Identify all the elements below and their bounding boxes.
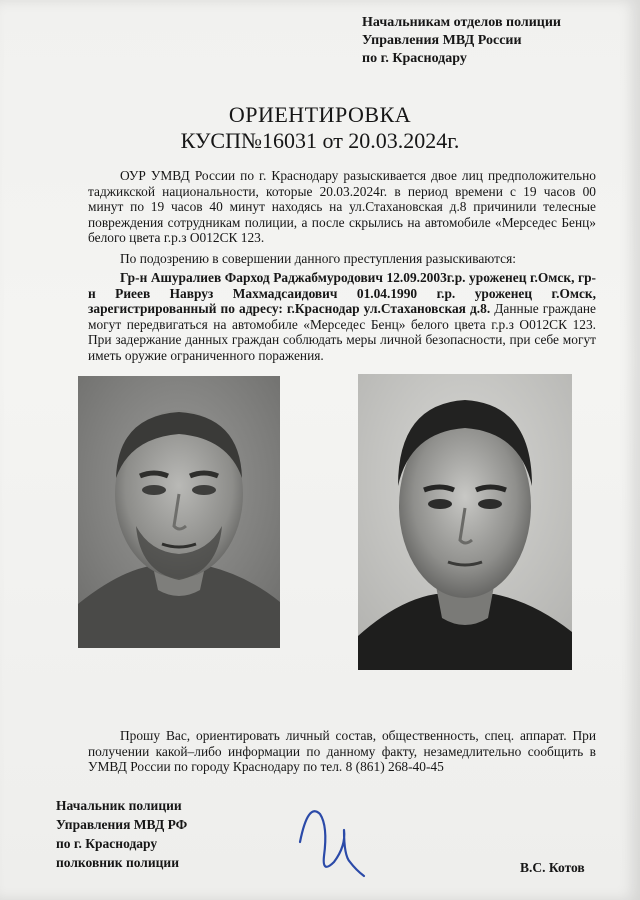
suspect-photo-2 <box>358 374 572 670</box>
incident-paragraph: ОУР УМВД России по г. Краснодару разыскивается двое лиц предположительно таджикской национальности, которые 20.03.2024г. в период времени с 19 часов 00 минут по 19 часов 40 минут находясь на ул.Стахановская д.8 причинили телесные повреждения сотрудникам полиции, а после скрылись на автомобиле «Мерседес Бенц» белого цвета г.р.з О012СК 123. <box>88 168 596 245</box>
suspects-warning: Данные граждане могут передвигаться на автомобиле «Мерседес Бенц» белого цвета г.р.з О012СК 123. При задержание данных граждан соблюдать меры личной безопасности, при себе могут иметь оружие ограниченного поражения. <box>88 301 596 363</box>
suspects-paragraph <box>88 270 596 363</box>
wanted-intro-paragraph: По подозрению в совершении данного преступления разыскиваются: <box>120 251 516 266</box>
suspects-identities: Гр-н Ашуралиев Фарход Раджабмуродович 12.09.2003г.р. уроженец г.Омск, гр-н Риеев Навруз Махмадсаидович 01.04.1990 г.р. уроженец г.Омск, зарегистрированный по адресу: г.Краснодар ул.Стахановская д.8. <box>88 270 596 316</box>
addressee-line-2: Управления МВД России <box>362 33 522 48</box>
request-paragraph: Прошу Вас, ориентировать личный состав, общественность, спец. аппарат. При получении какой–либо информации по данному факту, незамедлительно сообщить в УМВД России по городу Краснодару по тел. 8 (861) 268-40-45 <box>88 728 596 774</box>
addressee-block <box>362 14 622 68</box>
signer-rank: полковник полиции <box>56 855 179 870</box>
addressee-line-1: Начальникам отделов полиции <box>362 15 562 30</box>
signer-block <box>56 796 276 872</box>
document-title: ОРИЕНТИРОВКА <box>228 102 412 127</box>
signer-name: В.С. Котов <box>520 860 585 875</box>
document-registration-number: КУСП№16031 от 20.03.2024г. <box>180 128 460 153</box>
signer-position-line-3: по г. Краснодару <box>56 836 158 851</box>
signer-position-line-2: Управления МВД РФ <box>56 817 188 832</box>
suspect-portrait-1-image <box>78 376 280 648</box>
signer-position-line-1: Начальник полиции <box>56 798 182 813</box>
handwritten-signature <box>294 796 374 880</box>
suspect-portrait-2-image <box>358 374 572 670</box>
suspect-photo-1 <box>78 376 280 648</box>
addressee-line-3: по г. Краснодару <box>362 51 467 66</box>
